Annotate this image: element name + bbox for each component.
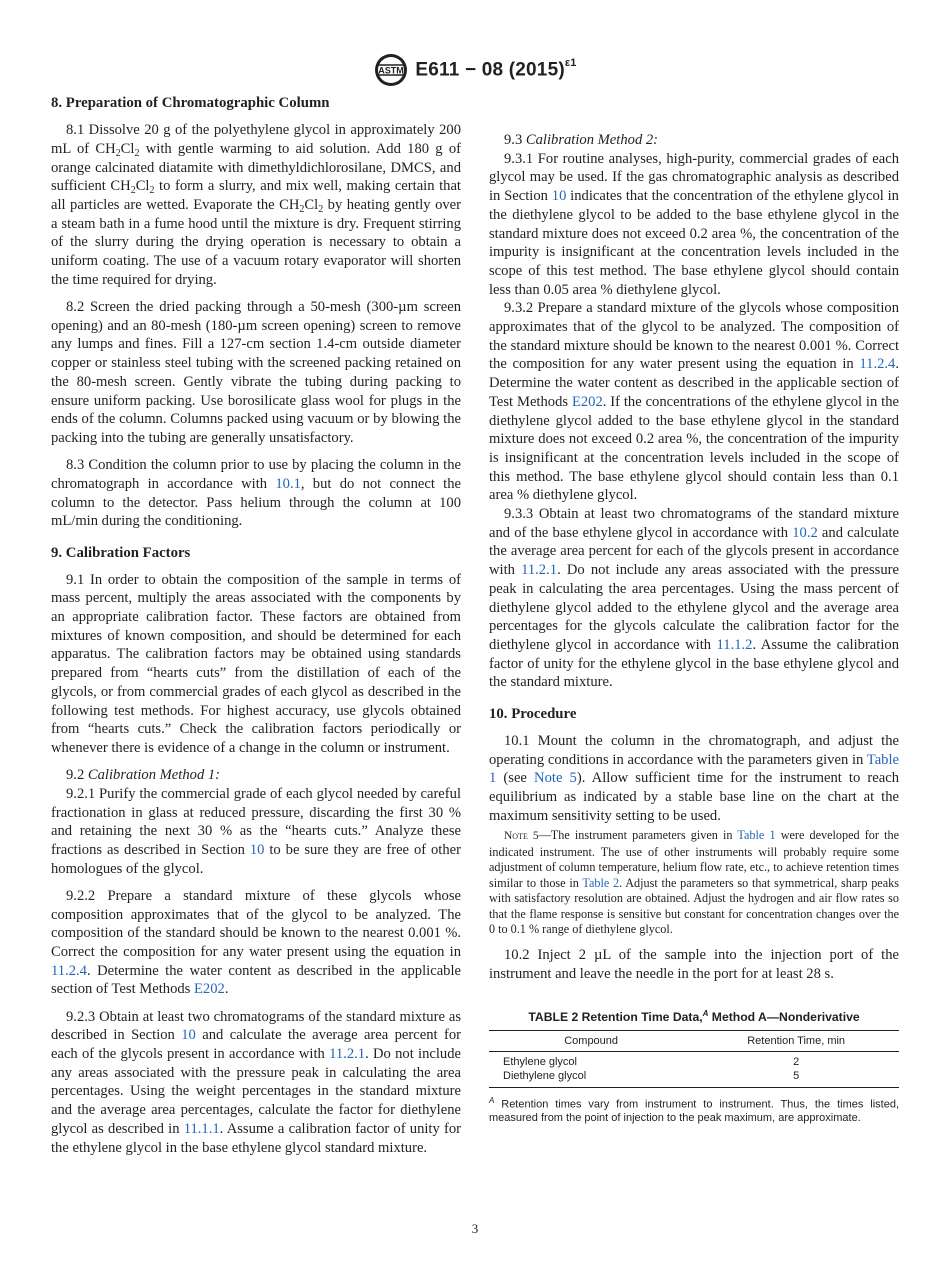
compound-cell: Diethylene glycol xyxy=(489,1069,693,1088)
paragraph-9-3-1: 9.3.1 For routine analyses, high-purity, commercial grades of each glycol may be used. If the gas chromatographic analysis as described in Section 10 indicates that the concentration of the ethylene glycol in the diethylene glycol to be added to the base ethylene glycol in the standard mixture does not exceed 0.2 area %, the concentration of the impurity is insignificant at the concentration levels included in the scope of this test method. The base ethylene glycol should contain less than 0.05 area % diethylene glycol. xyxy=(489,150,899,298)
link-10-1[interactable]: 10.1 xyxy=(275,475,301,492)
page-number: 3 xyxy=(471,1221,479,1236)
section-10-title: 10. Procedure xyxy=(489,706,577,723)
compound-cell: Ethylene glycol xyxy=(503,1055,577,1068)
table-2-footnote: $^A$ Retention times vary from instrument to instrument. Thus, the times listed, measured from the point of injection to the peak maximum, are approximate. xyxy=(489,1095,899,1125)
paragraph-10-2: 10.2 Inject 2 µL of the sample into the injection port of the instrument and leave the needle in the port for at least 28 s. xyxy=(489,947,899,983)
link-e202[interactable]: E202 xyxy=(571,393,603,410)
paragraph-9-2-3: 9.2.3 Obtain at least two chromatograms of the standard mixture as described in Section 10 and calculate the average area percent for each of the glycols present in accordance with 11.2.1. Do not include any areas associated with the pressure peak in calculating the area percentages. Using the weight percentages in the standard mixture and the average area percentages, calculate the factor for diethylene glycol as described in 11.1.1. Assume a calibration factor of unity for the ethylene glycol in the base ethylene glycol standard mixture. xyxy=(51,1008,461,1156)
column-header-retention-time: Retention Time, min xyxy=(693,1030,899,1051)
link-11-2-1[interactable]: 11.2.1 xyxy=(521,562,558,579)
edition-mark: ε1 xyxy=(564,56,577,69)
paragraph-9-2: 9.2 Calibration Method 1: xyxy=(66,767,221,784)
link-table-1[interactable]: Table 1 xyxy=(737,828,776,843)
right-column xyxy=(489,94,899,1125)
link-11-1-1[interactable]: 11.1.1 xyxy=(183,1120,220,1137)
link-11-2-4[interactable]: 11.2.4 xyxy=(51,962,87,979)
paragraph-9-2-2: 9.2.2 Prepare a standard mixture of these glycols whose composition approximates that of the glycol to be analyzed. The composition of the standard should be known to the nearest 0.001 %. Correct the composition for any water present using the equation in 11.2.4. Determine the water content as described in the applicable section of Test Methods E202. xyxy=(51,887,461,998)
paragraph-8-1: 8.1 Dissolve 20 g of the polyethylene glycol in approximately 200 mL of $CH_2Cl_2$ with gentle warming to aid solution. Add 180 g of orange calcinated diatamite with dimethyldichlorosilane, DMCS, and sufficient $CH_2Cl_2$ to form a slurry, and mix well, making certain that all particles are wetted. Evaporate the $CH_2Cl_2$ by heating gently over a steam bath in a fume hood until the mixture is dry. Frequent stirring of the slurry during the drying operation is necessary to obtain a uniform coating. The use of a vacuum rotary evaporator will shorten the time required for drying. xyxy=(51,122,462,288)
paragraph-9-1: 9.1 In order to obtain the composition of the sample in terms of mass percent, multiply the areas associated with the components by an appropriate calibration factor. These factors are obtained from mixtures of known composition, and should be determined for each apparatus. The calibration factors may be obtained using standards prepared from “hearts cuts” from the distillation of each of the glycols, or from commercial grades of each glycol as described in the following test methods. For highest accuracy, use glycols obtained from “hearts cuts.” Check the calibration factors periodically or whenever there is evidence of a change in the column or instrument. xyxy=(51,571,461,756)
link-note-5[interactable]: Note 5 xyxy=(534,770,577,787)
paragraph-9-2-1: 9.2.1 Purify the commercial grade of each glycol needed by careful fractionation in glass at reduced pressure, discarding the first 30 % and retaining the next 30 % as the “hearts cuts.” Analyze these fractions as described in Section 10 to be sure they are free of other homologues of the glycol. xyxy=(51,785,462,877)
table-row xyxy=(489,1069,899,1088)
link-table-2[interactable]: Table 2 xyxy=(582,875,620,890)
paragraph-8-2: 8.2 Screen the dried packing through a 50-mesh (300-µm screen opening) and an 80-mesh (180-µm screen opening) screen to remove any lumps and fines. Fill a 127-cm section 1.4-cm outside diameter copper or stainless steel tubing with the screened packing retained on the 80-mesh screen. Gently vibrate the tubing during packing to ensure uniform packing. Use borosilicate glass wool for plugs in the ends of the column. Columns packed using vacuum or by blowing the packing into the tubing are generally unsatisfactory. xyxy=(51,299,461,446)
link-10-2[interactable]: 10.2 xyxy=(792,524,818,541)
astm-logo-icon xyxy=(373,52,409,88)
link-11-2-4[interactable]: 11.2.4 xyxy=(859,356,896,373)
link-11-2-1[interactable]: 11.2.1 xyxy=(329,1046,366,1063)
svg-text:ASTM: ASTM xyxy=(378,65,405,76)
retention-time-table xyxy=(489,1030,899,1088)
left-column xyxy=(51,94,461,1157)
paragraph-9-3-3: 9.3.3 Obtain at least two chromatograms of the standard mixture and of the base ethylene glycol in accordance with 10.2 and calculate the average area percent for each of the glycols present in accordance with 11.2.1. Do not include any areas associated with the pressure peak in calculating the area percentages. Using the mass percent of diethylene glycol added to the ethylene glycol and the average area percentages for the glycols calculate the calibration factor for the diethylene glycol in accordance with 11.1.2. Assume the calibration factor of unity for the ethylene glycol in the base ethylene glycol and the standard mixture. xyxy=(489,506,899,691)
link-section-10[interactable]: 10 xyxy=(551,188,567,205)
link-table-1[interactable]: Table 1 xyxy=(489,751,899,787)
paragraph-10-1: 10.1 Mount the column in the chromatograph, and adjust the operating conditions in accordance with the parameters given in Table 1 (see Note 5). Allow sufficient time for the instrument to reach equilibrium as indicated by a stable base line on the chart at the maximum sensitivity setting to be used. xyxy=(489,732,899,824)
link-11-1-2[interactable]: 11.1.2 xyxy=(716,636,753,653)
link-e202[interactable]: E202 xyxy=(194,981,225,998)
column-header-compound: Compound xyxy=(489,1030,693,1051)
table-row xyxy=(489,1051,899,1069)
section-8-title: 8. Preparation of Chromatographic Column xyxy=(51,95,330,111)
paragraph-9-3-2: 9.3.2 Prepare a standard mixture of the glycols whose composition approximates that of the glycol to be analyzed. The composition of the standard mixture should be known to the nearest 0.001 %. Correct the composition for any water present using the equation in 11.2.4. Determine the water content as described in the applicable section of Test Methods E202. If the concentrations of the ethylene glycol in the diethylene glycol added to the base ethylene glycol in the standard mixture does not exceed 0.2 area %, the concentration of the impurity is insignificant at the concentration levels included in the scope of this method. The base ethylene glycol should contain less than 0.1 area % diethylene glycol. xyxy=(489,300,899,504)
paragraph-9-3: 9.3 Calibration Method 2: xyxy=(504,132,659,148)
paragraph-8-3: 8.3 Condition the column prior to use by placing the column in the chromatograph in accordance with 10.1, but do not connect the column to the detector. Pass helium through the column at 100 mL/min during the conditioning. xyxy=(51,457,461,530)
link-section-10[interactable]: 10 xyxy=(181,1027,196,1044)
note-5: Note 5—The instrument parameters given in Table 1 were developed for the indicated instrument. The use of other instruments will probably require some adjustment of column temperature, helium flow rate, etc., to achieve retention times similar to those in Table 2. Adjust the parameters so that symmetrical, sharp peaks with satisfactory resolution are obtained. Adjust the hydrogen and air flow rates so that the flame response is sensitive but constant for concentration changes over the 0 to 0.1 % range of diethylene glycol. xyxy=(489,828,899,937)
retention-time-cell: 2 xyxy=(793,1055,800,1068)
retention-time-cell: 5 xyxy=(693,1069,899,1088)
section-9-title: 9. Calibration Factors xyxy=(51,544,191,561)
table-2 xyxy=(489,1006,899,1126)
link-section-10[interactable]: 10 xyxy=(249,842,265,859)
document-id: E611 − 08 $(2015)^{\varepsilon 1}$ xyxy=(415,56,577,81)
table-2-title: TABLE 2 Retention Time Data,$^A$ Method A—Nonderivative xyxy=(528,1008,860,1024)
page-header xyxy=(0,52,950,93)
